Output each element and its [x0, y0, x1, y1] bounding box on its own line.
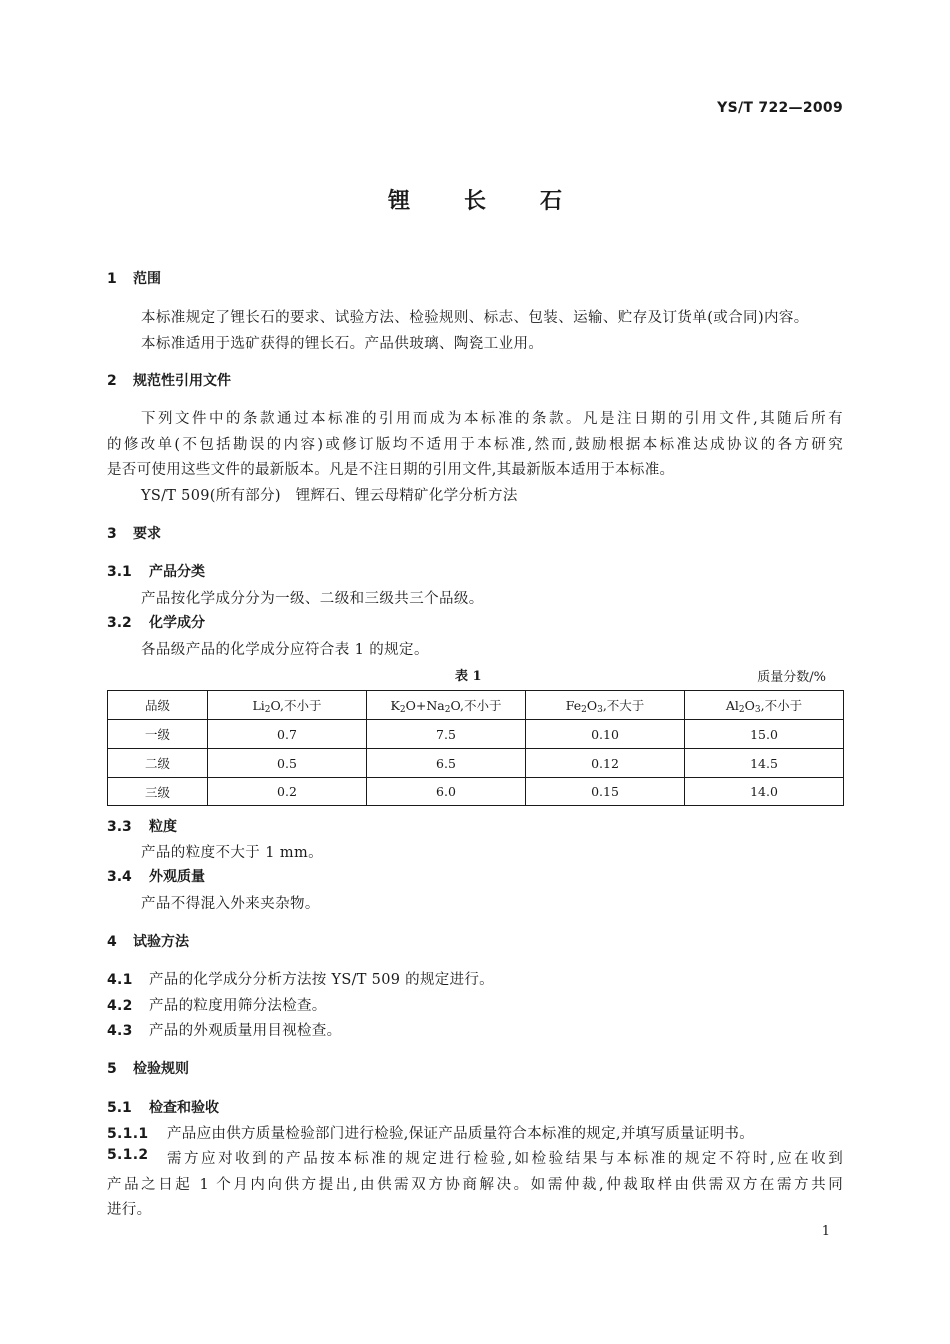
subsection-heading-3-2	[107, 612, 205, 632]
table-cell: 15.0	[685, 720, 844, 749]
table-cell: 0.2	[208, 778, 367, 806]
section-number: 3.1	[107, 564, 132, 580]
paragraph-line: 的修改单(不包括勘误的内容)或修订版均不适用于本标准,然而,鼓励根据本标准达成协议的各方研究	[107, 437, 843, 453]
table-cell: 0.5	[208, 749, 367, 778]
table-row	[108, 749, 844, 778]
table-caption: 表 1	[455, 669, 482, 684]
section-heading-3	[107, 523, 161, 543]
clause-4-2: 4.2 产品的粒度用筛分法检查。	[107, 998, 327, 1014]
subsection-heading-5-1	[107, 1097, 219, 1117]
clause-4-1: 4.1 产品的化学成分分析方法按 YS/T 509 的规定进行。	[107, 972, 494, 988]
header-grade: 品级	[108, 691, 208, 720]
header-k2o-na2o: $K_2O+Na_2O$,不小于	[367, 691, 526, 720]
header-fe2o3: $Fe_2O_3$,不大于	[526, 691, 685, 720]
header-al2o3: $Al_2O_3$,不小于	[685, 691, 844, 720]
paragraph: 产品的粒度不大于 1 mm。	[141, 845, 324, 861]
document-title: 锂长石	[387, 189, 616, 214]
section-number: 3.4	[107, 869, 132, 885]
paragraph: 产品不得混入外来夹杂物。	[141, 896, 320, 912]
table-unit: 质量分数/%	[757, 670, 826, 685]
paragraph: 产品按化学成分分为一级、二级和三级共三个品级。	[141, 591, 484, 607]
section-title: 要求	[133, 526, 161, 542]
subsection-heading-3-3	[107, 816, 177, 836]
paragraph-line: 产品之日起 1 个月内向供方提出,由供需双方协商解决。如需仲裁,仲裁取样由供需双方在需方共同	[107, 1177, 843, 1193]
section-heading-1	[107, 268, 161, 288]
section-title: 范围	[133, 271, 161, 287]
paragraph: 本标准适用于选矿获得的锂长石。产品供玻璃、陶瓷工业用。	[141, 336, 544, 352]
chemical-composition-table	[107, 690, 844, 806]
section-title: 规范性引用文件	[133, 373, 231, 389]
section-heading-2	[107, 370, 231, 390]
paragraph-line: 进行。	[107, 1202, 152, 1218]
table-cell: 14.0	[685, 778, 844, 806]
table-cell: 三级	[108, 778, 208, 806]
table-cell: 二级	[108, 749, 208, 778]
table-row	[108, 720, 844, 749]
table-cell: 7.5	[367, 720, 526, 749]
table-cell: 0.12	[526, 749, 685, 778]
table-header-row	[108, 691, 844, 720]
clause-4-3: 4.3 产品的外观质量用目视检查。	[107, 1023, 342, 1039]
section-title: 粒度	[149, 819, 177, 835]
section-number: 3	[107, 526, 117, 542]
table-row	[108, 778, 844, 806]
table-cell: 0.10	[526, 720, 685, 749]
section-heading-4	[107, 931, 189, 951]
section-number: 5.1	[107, 1100, 132, 1116]
section-number: 5	[107, 1061, 117, 1077]
paragraph: 各品级产品的化学成分应符合表 1 的规定。	[141, 642, 429, 658]
section-number: 1	[107, 271, 117, 287]
clause-5-1-2: 5.1.2 需方应对收到的产品按本标准的规定进行检验,如检验结果与本标准的规定不符时,应在收到	[107, 1147, 843, 1167]
table-cell: 0.15	[526, 778, 685, 806]
header-li2o: $Li_2O$,不小于	[208, 691, 367, 720]
table-cell: 14.5	[685, 749, 844, 778]
table-cell: 6.0	[367, 778, 526, 806]
section-title: 产品分类	[149, 564, 205, 580]
section-title: 外观质量	[149, 869, 205, 885]
section-number: 3.3	[107, 819, 132, 835]
section-heading-5	[107, 1058, 189, 1078]
normative-reference: YS/T 509(所有部分) 锂辉石、锂云母精矿化学分析方法	[141, 488, 518, 504]
paragraph: 本标准规定了锂长石的要求、试验方法、检验规则、标志、包装、运输、贮存及订货单(或合同)内容。	[141, 310, 809, 326]
table-cell: 6.5	[367, 749, 526, 778]
page-number: 1	[821, 1224, 830, 1239]
paragraph-line: 下列文件中的条款通过本标准的引用而成为本标准的条款。凡是注日期的引用文件,其随后所有	[141, 411, 843, 427]
section-number: 3.2	[107, 615, 132, 631]
subsection-heading-3-4	[107, 866, 205, 886]
section-title: 化学成分	[149, 615, 205, 631]
paragraph-line: 是否可使用这些文件的最新版本。凡是不注日期的引用文件,其最新版本适用于本标准。	[107, 462, 675, 478]
section-title: 检查和验收	[149, 1100, 219, 1116]
clause-5-1-1: 5.1.1 产品应由供方质量检验部门进行检验,保证产品质量符合本标准的规定,并填写质量证明书。	[107, 1126, 755, 1142]
section-title: 试验方法	[133, 934, 189, 950]
section-number: 4	[107, 934, 117, 950]
section-number: 2	[107, 373, 117, 389]
subsection-heading-3-1	[107, 561, 205, 581]
section-title: 检验规则	[133, 1061, 189, 1077]
table-cell: 一级	[108, 720, 208, 749]
standard-code: YS/T 722—2009	[717, 100, 843, 116]
table-cell: 0.7	[208, 720, 367, 749]
